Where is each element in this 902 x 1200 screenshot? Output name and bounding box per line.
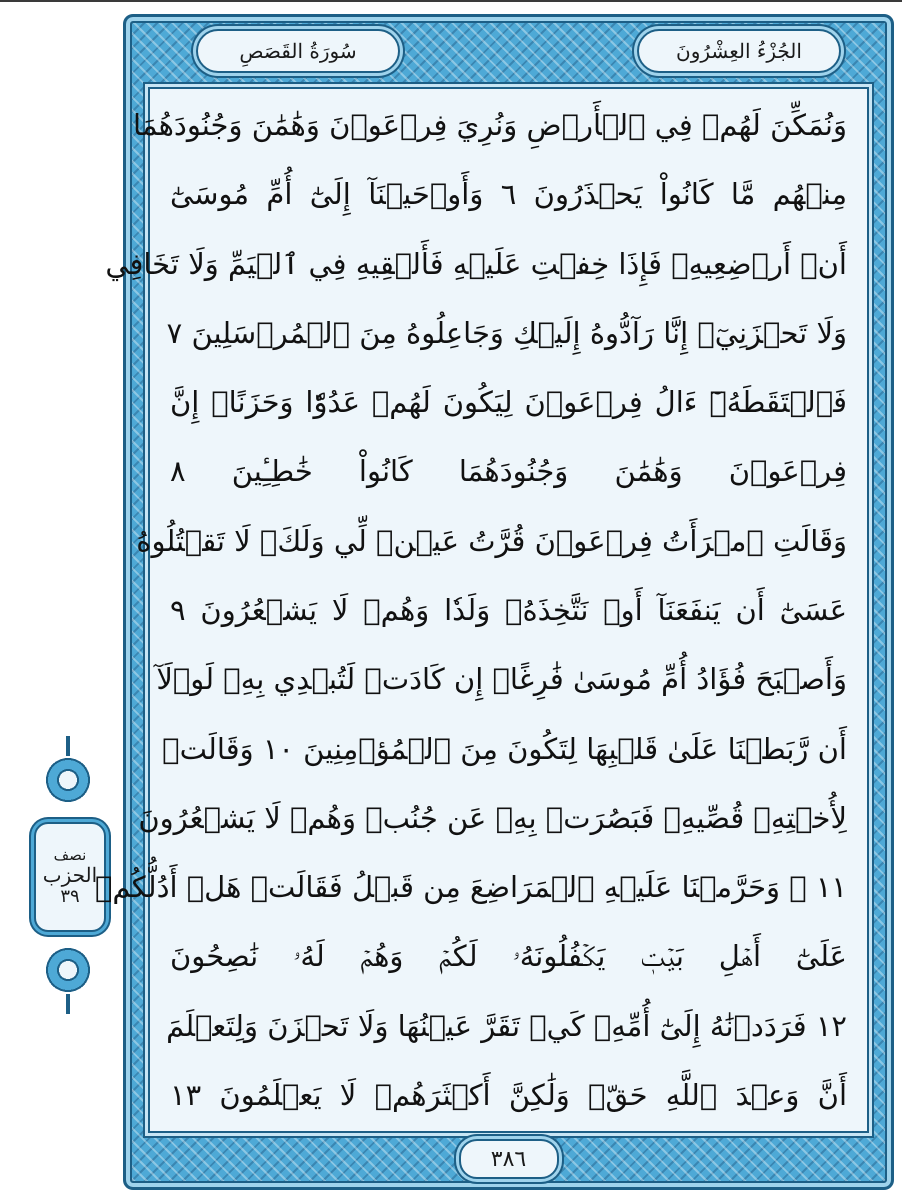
text-area xyxy=(95,87,869,1133)
top-border-line xyxy=(0,0,902,2)
hizb-label-hizb: الحزب xyxy=(42,862,98,887)
juz-name-header: الجُزْءُ العِشْرُونَ xyxy=(637,29,841,73)
text-line: وَقَالَتِ ٱمۡرَأَتُ فِرۡعَوۡنَ قُرَّتُ عَيۡنٖ لِّي وَلَكَۖ لَا تَقۡتُلُوهُ xyxy=(136,523,847,558)
page-number: ٣٨٦ xyxy=(459,1139,559,1179)
hizb-label-number: ٣٩ xyxy=(60,885,80,907)
surah-name-header: سُورَةُ القَصَصِ xyxy=(196,29,400,73)
text-line: مِنۡهُم مَّا كَانُواْ يَحۡذَرُونَ ٦ وَأَوۡحَيۡنَآ إِلَىٰٓ أُمِّ مُوسَىٰٓ xyxy=(170,177,848,212)
text-line: عَلَىٰٓ أَهۡلِ بَيۡتٖ يَكۡفُلُونَهُۥ لَكُمۡ وَهُمۡ لَهُۥ نَٰصِحُونَ xyxy=(170,939,847,974)
text-line: فَٱلۡتَقَطَهُۥٓ ءَالُ فِرۡعَوۡنَ لِيَكُونَ لَهُمۡ عَدُوّٗا وَحَزَنًاۗ إِنَّ xyxy=(170,385,847,420)
verse-lines xyxy=(95,99,848,1121)
text-line: ١٢ فَرَدَدۡنَٰهُ إِلَىٰٓ أُمِّهِۦ كَيۡ تَقَرَّ عَيۡنُهَا وَلَا تَحۡزَنَ وَلِتَعۡلَمَ xyxy=(166,1008,847,1043)
hizb-rosette-top-icon xyxy=(40,750,96,810)
text-line: أَنۡ أَرۡضِعِيهِۖ فَإِذَا خِفۡتِ عَلَيۡهِ فَأَلۡقِيهِ فِي ٱلۡيَمِّ وَلَا تَخَافِي xyxy=(105,246,847,281)
text-line: لِأُخۡتِهِۦ قُصِّيهِۖ فَبَصُرَتۡ بِهِۦ عَن جُنُبٖ وَهُمۡ لَا يَشۡعُرُونَ xyxy=(138,800,847,835)
text-line: عَسَىٰٓ أَن يَنفَعَنَآ أَوۡ نَتَّخِذَهُۥ وَلَدٗا وَهُمۡ لَا يَشۡعُرُونَ ٩ xyxy=(170,592,847,627)
text-line: أَن رَّبَطۡنَا عَلَىٰ قَلۡبِهَا لِتَكُونَ مِنَ ٱلۡمُؤۡمِنِينَ ١٠ وَقَالَتۡ xyxy=(162,731,847,766)
text-line: وَنُمَكِّنَ لَهُمۡ فِي ٱلۡأَرۡضِ وَنُرِيَ فِرۡعَوۡنَ وَهَٰمَٰنَ وَجُنُودَهُمَا xyxy=(133,108,847,142)
text-line: فِرۡعَوۡنَ وَهَٰمَٰنَ وَجُنُودَهُمَا كَانُواْ خَٰطِـِٔينَ ٨ xyxy=(170,454,847,489)
text-line: ١١ ۞ وَحَرَّمۡنَا عَلَيۡهِ ٱلۡمَرَاضِعَ مِن قَبۡلُ فَقَالَتۡ هَلۡ أَدُلُّكُمۡ xyxy=(95,870,847,905)
text-line: وَأَصۡبَحَ فُؤَادُ أُمِّ مُوسَىٰ فَٰرِغًاۖ إِن كَادَتۡ لَتُبۡدِي بِهِۦ لَوۡلَآ xyxy=(156,662,847,697)
text-line: وَلَا تَحۡزَنِيٓۖ إِنَّا رَآدُّوهُ إِلَيۡكِ وَجَاعِلُوهُ مِنَ ٱلۡمُرۡسَلِينَ ٧ xyxy=(166,315,847,350)
hizb-rosette-bottom-icon xyxy=(40,940,96,1000)
hizb-label-half: نصف xyxy=(53,845,87,864)
ornamental-page-frame xyxy=(95,14,894,1190)
text-line: أَنَّ وَعۡدَ ٱللَّهِ حَقّٞ وَلَٰكِنَّ أَكۡثَرَهُمۡ لَا يَعۡلَمُونَ ١٣ xyxy=(170,1077,847,1112)
hizb-ornament-spike-bottom xyxy=(66,994,70,1014)
